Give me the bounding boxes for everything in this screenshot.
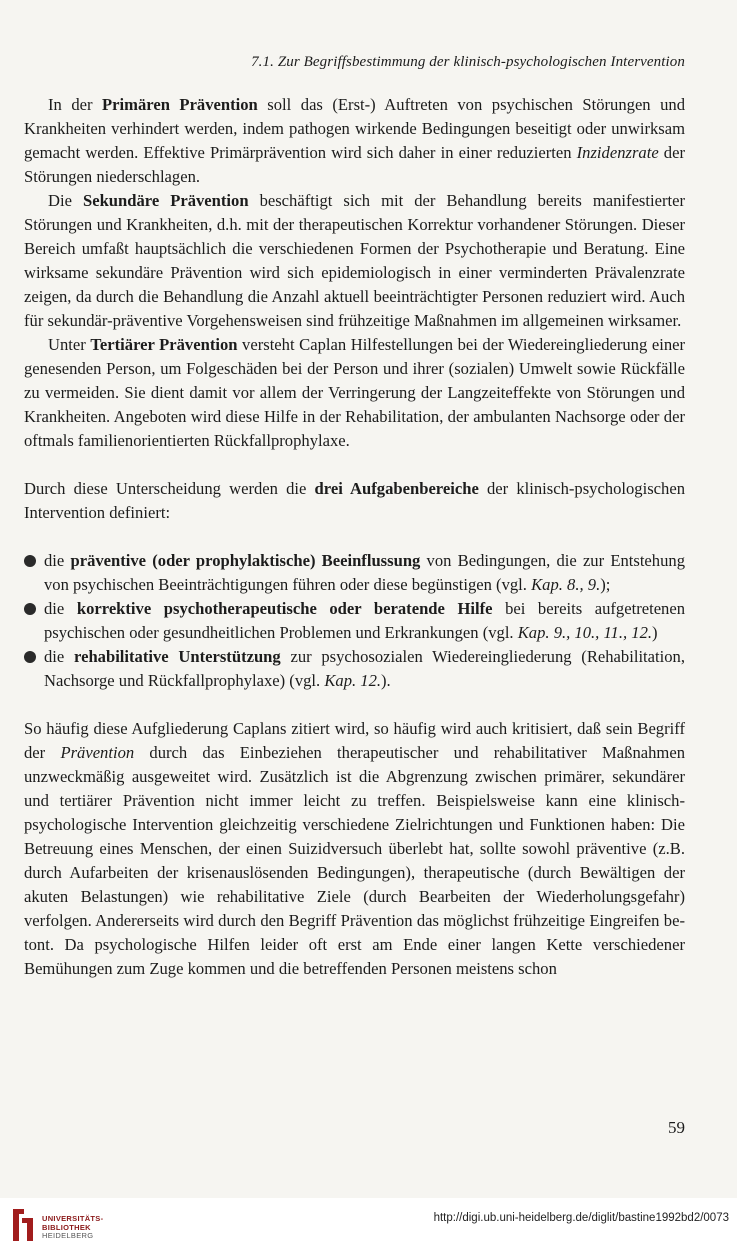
- paragraph-three-tasks: Durch diese Unterscheidung werden die drei Aufgabenbereiche der klinisch-psychologischen Intervention definiert:: [24, 479, 685, 522]
- paragraph-critique: So häufig diese Aufgliederung Caplans zitiert wird, so häufig wird auch kritisiert, daß sein Begriff der Prävention durch das Einbeziehen therapeutischer und rehabilitativer Maßnahmen unzweckmäßig ausgeweitet wird. Zusätzlich ist die Abgrenzung zwischen primärer, sekundärer und tertiärer Prävention nicht immer leicht zu treffen. Beispielsweise kann eine klinisch-psychologische Intervention gleichzeitig verschiedene Zielrichtungen und Funktionen haben: Die Betreuung eines Menschen, der einen Suizidversuch überlebt hat, sollte sowohl präventive (z.B. durch Aufarbeiten der krisenauslösenden Bedingungen), therapeutische (durch Bewältigen der akuten Belastungen) wie rehabilitative Ziele (durch Bearbeiten der Wiederholungsgefahr) verfolgen. Andererseits wird durch den Begriff Prävention das möglichst frühzeitige Eingreifen betont. Da psychologische Hilfen leider oft erst am Ende einer langen Kette verschiedener Bemühungen zum Zuge kommen und die betreffenden Personen meistens schon: [24, 719, 685, 978]
- paragraph-secondary-prevention: Die Sekundäre Prävention beschäftigt sich mit der Behandlung bereits manifestierter Störungen und Krankheiten, d.h. mit der therapeutischen Korrektur vorhandener Störungen. Dieser Bereich umfaßt hauptsächlich die verschiedenen Formen der Psychotherapie und Beratung. Eine wirksame sekundäre Prävention wird sich epidemiologisch in einer verminderten Prävalenzrate zeigen, da durch die Behandlung die Anzahl aktuell beeinträchtigter Personen reduziert wird. Auch für sekundär-präventive Vorgehensweisen sind frühzeitige Maßnahmen im allgemeinen wirksamer.: [24, 191, 685, 330]
- task-list: [24, 549, 685, 693]
- digitization-footer: [0, 1198, 737, 1255]
- bullet-dot-icon: [24, 651, 36, 663]
- list-item: die präventive (oder prophylaktische) Beeinflussung von Bedingungen, die zur Entstehung von psychischen Beeinträchtigungen führen oder diese begünstigen (vgl. Kap. 8., 9.);: [24, 549, 685, 597]
- bullet-dot-icon: [24, 603, 36, 615]
- list-item: die korrektive psychotherapeutische oder beratende Hilfe bei bereits aufgetretenen psychischen oder gesundheitlichen Problemen und Erkrankungen (vgl. Kap. 9., 10., 11., 12.): [24, 597, 685, 645]
- source-url-link[interactable]: http://digi.ub.uni-heidelberg.de/diglit/bastine1992bd2/0073: [433, 1212, 729, 1224]
- list-item: die rehabilitative Unterstützung zur psychosozialen Wiedereingliederung (Rehabilitation, Nachsorge und Rückfallprophylaxe) (vgl. Kap. 12.).: [24, 645, 685, 693]
- running-head: 7.1. Zur Begriffsbestimmung der klinisch-psychologischen Intervention: [251, 54, 685, 70]
- paragraph-primary-prevention: In der Primären Prävention soll das (Erst-) Auftreten von psychischen Störungen und Krankheiten verhindert werden, indem pathogen wirkende Bedingungen beseitigt oder unwirksam gemacht werden. Effektive Primärprävention wird sich daher in einer reduzierten Inzidenzrate der Störungen niederschlagen.: [24, 95, 685, 186]
- library-name: UNIVERSITÄTS- BIBLIOTHEK HEIDELBERG: [42, 1214, 104, 1240]
- paragraph-tertiary-prevention: Unter Tertiärer Prävention versteht Caplan Hilfestellungen bei der Wiedereingliederung einer genesenden Person, um Folgeschäden bei der Person und ihrer (sozialen) Umwelt sowie Rückfälle zu vermeiden. Sie dient damit vor allem der Verringerung der Langzeiteffekte von Störungen und Krankheiten. Angeboten wird diese Hilfe in der Rehabilitation, der ambulanten Nachsorge oder der oftmals familienorientierten Rückfallprophylaxe.: [24, 335, 686, 450]
- page-number: 59: [668, 1118, 685, 1137]
- body-text: [24, 93, 685, 981]
- library-logo-icon: [10, 1206, 36, 1244]
- bullet-dot-icon: [24, 555, 36, 567]
